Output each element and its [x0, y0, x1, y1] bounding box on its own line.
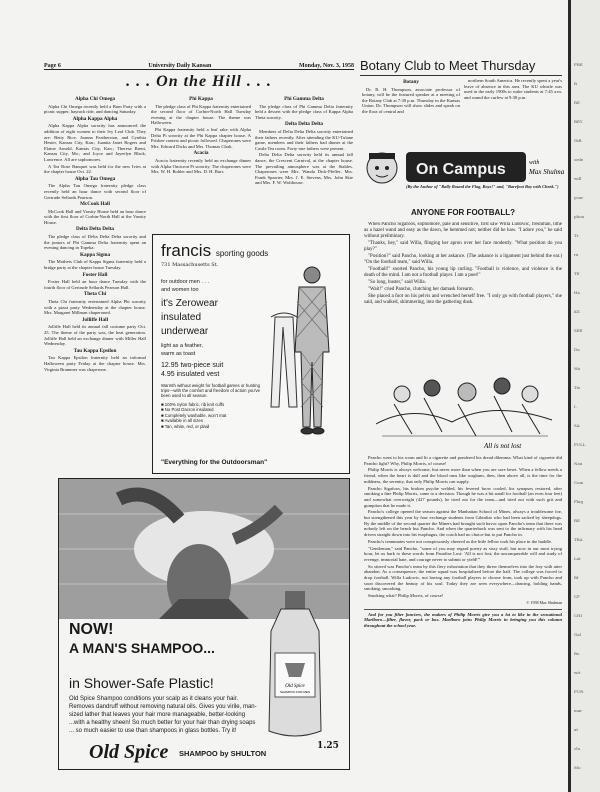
paper-name: University Daily Kansan — [148, 63, 212, 69]
edge-fragment: Tie — [574, 385, 581, 390]
bullet: ■ Tan, white, red, or plaid — [161, 423, 210, 429]
section-head: Alpha Tau Omega — [74, 175, 116, 182]
section-text: Jolliffe Hall held its annual fall costume party Oct. 25. The theme of the party was, the beat generation. Jolliffe Hall held an exchange dinner with Miller Hall Wednesday. — [44, 324, 146, 347]
bottle-sub: SHAMPOO FOR MEN — [279, 690, 311, 694]
story-paragraph: Pancho went to his room and lit a cigarette and pondered his dread dilemma. What kind of cigarette did Pancho light? Why, Philip Morris, of course! — [364, 455, 562, 466]
on-campus-art — [364, 148, 564, 198]
edge-fragment: ru — [574, 252, 579, 257]
francis-sub: sporting goods — [215, 249, 269, 258]
edge-fragment: at — [574, 727, 578, 732]
section-head: Phi Kappa — [189, 96, 213, 102]
bullet: ■ Completely washable, won't mat — [161, 412, 227, 418]
edge-fragment: Bo — [574, 651, 580, 656]
edge-fragment: clu — [574, 746, 581, 751]
edge-fragment: Lat — [574, 556, 581, 561]
botany-text: Dr. R. H. Thompson, associate professor of botany, will be the featured speaker at a meeting of the Botany Club at 7:30 p.m. Thursday in the Kansas Union. Dr. Thompson will show slides and speak on the flora of central and — [362, 86, 460, 114]
edge-fragment: Gift — [574, 138, 582, 143]
old-spice-ad — [58, 478, 350, 770]
edge-fragment: Ha — [574, 290, 580, 295]
francis-line: underwear — [161, 326, 209, 337]
francis-name: francis — [161, 241, 212, 260]
issue-date: Monday, Nov. 3, 1958 — [298, 63, 354, 69]
story-paragraph: So stirred was Pancho's team by this fiery exhortation that they threw themselves into the fray with utter abandon. As a consequence, the entire squad was hospitalized before the half. The college was forced to drop football. Willa Ludowic, not having any football players to choose from, took up with Pancho and soon discovered the beauty of his soul. Today they are seen everywhere—dancing, holding hands, smoking, smooking. — [364, 563, 562, 592]
edge-fragment: Mo — [574, 765, 581, 770]
page-header — [44, 58, 354, 70]
edge-text — [571, 62, 600, 770]
edge-fragment: CHI — [574, 613, 583, 618]
section-text: McCook Hall and Varsity House held an hour dance with the first floor of Corbin-North Hall at the Varsity House. — [44, 208, 146, 225]
section-head: Acacia — [193, 150, 209, 157]
francis-desc: Warmth without weight for football games or hunting trips—with the comfort and freedom of action you've been used to all season. — [161, 383, 260, 399]
section-text: Tau Kappa Epsilon fraternity held an informal Halloween party Friday at the chapter house. Mrs. Virginia Brammer was chaperone. — [44, 355, 146, 372]
story-paragraph: "Football!" snorted Pancho, his young lip curling. "Football is violence, and violence is the death of the mind. I am not a football player. I am a poet!" — [364, 267, 562, 278]
section-head: Kappa Sigma — [79, 251, 111, 258]
page-number: Page 6 — [44, 63, 61, 69]
shulton-label: SHAMPOO by SHULTON — [179, 749, 267, 758]
edge-fragment: will — [574, 176, 582, 181]
section-text: The pledge class of Phi Kappa fraternity entertained the second floor of Corbin-North Hall Tuesday evening at the chapter house. The theme was Halloween. — [151, 103, 251, 126]
edge-fragment: FUR — [574, 689, 584, 694]
section-head: Phi Gamma Delta — [284, 96, 324, 102]
edge-fragment: I. — [574, 404, 577, 409]
story-paragraph: "So long, buster," said Willa. — [368, 280, 426, 285]
edge-fragment: RE — [574, 100, 580, 105]
edge-fragment: orde — [574, 157, 584, 162]
bullet: ■ 100% nylon fabric, rib knit cuffs — [161, 401, 225, 407]
story-part-2 — [364, 455, 562, 763]
story-tagline: And for you filter fanciers, the makers of Philip Morris give you a lot to like in the sensational Marlboro—filter, flavor, pack or box. Marlboro joins Philip Morris in bringing you this column throughout the school year. — [364, 609, 562, 629]
section-text: The pledge class of Phi Gamma Delta fraternity held a dessert with the pledge class of Kappa Alpha Theta sorority. — [255, 103, 353, 120]
edge-fragment: FRE — [574, 62, 583, 67]
section-head: Delta Delta Delta — [75, 226, 115, 233]
section-text: The Mothers Club of Kappa Sigma fraternity held a bridge party at the chapter house Tuesday. — [44, 259, 146, 271]
botany-text: northern South America. He recently spent a year's leave of absence in this area. The KU whistle was used in the early 1900s to wake students at 7:45 a.m. and sound the curfew at 9:30 p.m. — [464, 78, 562, 100]
edge-fragment: Flag — [574, 499, 583, 504]
story-paragraph: "Gentleman," said Pancho, "some of you may regard poetry as sissy stuff, but now in our most trying hour, let us hark to these words from Paradise Lost: 'All is not lost; the unconquerable will and study of revenge, immortal hate, and courage never to submit or yield!'" — [364, 545, 562, 562]
francis-line: and women too — [161, 287, 199, 293]
on-campus-with: with — [529, 160, 540, 166]
edge-fragment: Tr — [574, 233, 579, 238]
shower-safe-headline: in Shower-Safe Plastic! — [69, 675, 214, 691]
edge-fragment: CF — [574, 594, 580, 599]
shampoo-body: Old Spice Shampoo conditions your scalp as it cleans your hair. Removes dandruff without removing natural oils. Gives you virile, man-sized lather that leaves your hair more manageable, better-looking ...with a healthy sheen! So much better for your hair than drying soaps ... so much easier to use than shampoos in glass bottles. Try it! — [69, 696, 257, 734]
francis-brand — [161, 241, 268, 261]
story-copyright: © 1958 Max Shulman — [526, 599, 562, 605]
edge-fragment: Com — [574, 480, 584, 485]
francis-address: 731 Massachusetts St. — [161, 262, 219, 268]
football-cartoon — [372, 364, 556, 452]
francis-line: light as a feather, — [161, 343, 203, 349]
edge-fragment: BI — [574, 575, 579, 580]
edge-fragment: Nau — [574, 461, 583, 466]
francis-bullets — [161, 402, 261, 430]
section-head: Jolliffe Hall — [81, 316, 109, 323]
edge-fragment: Gal — [574, 632, 581, 637]
section-head: Tau Kappa Epsilon — [73, 347, 117, 354]
edge-fragment: RE — [574, 518, 580, 523]
story-paragraph: When Pancho Sigafoos, sophomore, pale and sensitive, first saw Willa Ludowic, freshman, lithe as a hazel wand and easy as the dawn, he hemmed not; neither did he haw. "I adore you," he said without preliminary. — [364, 222, 562, 239]
bullet: ■ No Post Dacron insulated — [161, 407, 214, 413]
edge-fragment: SEE — [574, 328, 583, 333]
section-text: A Tea Rose Banquet was held for the new Ivies at the chapter house Oct. 22. — [44, 163, 146, 175]
section-text: Alpha Chi Omega recently held a Barn Party with a picnic supper, hayrack ride, and dancing Saturday. — [44, 103, 146, 115]
on-campus-author: Max Shulman — [529, 168, 564, 176]
story-paragraph: "Thanks, hey," said Willa, flinging her apron over her face modestly. "What position do you play?" — [364, 241, 562, 252]
botany-column-1 — [362, 78, 460, 140]
story-paragraph: Pancho's teammates were not conspicuously cheered as the little fellow took his place in the huddle. — [368, 538, 553, 544]
bullet: ■ Available in all sizes — [161, 418, 203, 424]
botany-subhead: Botany — [403, 79, 419, 85]
on-campus-title: On Campus — [416, 161, 506, 178]
story-paragraph: Philip Morris is always welcome, but never more than when you are sore beset. When a fellow needs a friend, when the heart is dull and the blood runs like sorghum, then, then above all, is the time for the mildness, the serenity, that only Philip Morris can supply. — [364, 467, 562, 484]
section-text: Members of Delta Delta Delta sorority entertained their fathers recently. After attending the KU-Tulane game, members and their fathers had dinner at the Castle Tea room. Forty-one fathers were present. — [255, 128, 353, 151]
shampoo-price: 1.25 — [317, 741, 339, 751]
section-head: Alpha Chi Omega — [74, 96, 116, 102]
francis-ad — [152, 234, 350, 474]
edge-fragment: Wa — [574, 366, 581, 371]
edge-fragment: TRA — [574, 537, 583, 542]
francis-line: for outdoor men . . . — [161, 279, 209, 285]
mans-shampoo-headline: A MAN'S SHAMPOO... — [69, 640, 215, 656]
francis-slogan: "Everything for the Outdoorsman" — [161, 459, 268, 466]
hill-column-3 — [255, 95, 353, 231]
edge-fragment: SA — [574, 423, 580, 428]
francis-price: 4.95 insulated vest — [161, 371, 220, 378]
botany-column-2 — [464, 78, 562, 140]
story-paragraph: Pancho Sigafoos, his broken psyche welded, his fevered brow cooled, his synapses restored, after smoking a fine Philip Morris, came to a decision. Though he was a bit small for football (an even four feet) and somewhat overweight (427 pounds), he tried out for the team—and tried out with such grit and gumption that he made it. — [364, 485, 562, 508]
edge-fragment: TE — [574, 271, 580, 276]
story-paragraph: "Position?" said Pancho, looking at her askance. (The askance is a ligament just behind the ear.) "On the football team," said Willa. — [364, 254, 562, 265]
edge-fragment: FULL — [574, 442, 586, 447]
old-spice-logo: Old Spice — [89, 741, 169, 763]
francis-line: insulated — [161, 312, 202, 323]
section-text: Phi Kappa fraternity held a leaf rake with Alpha Delta Pi sorority at the Phi Kappa chapter house. A Frisbee contest and picnic followed. Chaperones were Mrs. Edward Dicks and Mrs. Thomas Clark. — [151, 126, 251, 149]
section-text: Delta Delta Delta sorority held its annual fall dance, the Crescent Carnival, at the chapter house. The prevailing atmosphere was at the Stables. Chaperones were Mrs. Wanda Dick-Pfeffer, Mrs. Frank Sparrier, Mrs. J. E. Stevens, Mrs. John Skie and Mrs. F. W. Wolthouse. — [255, 152, 353, 186]
francis-copy — [161, 275, 261, 430]
section-head: Delta Delta Delta — [284, 121, 324, 128]
cartoon-caption: All is not lost — [484, 442, 522, 450]
section-text: Theta Chi fraternity entertained Alpha Phi sorority with a pizza party Wednesday at the chapter house. Mrs. Margaret Millman chaperoned. — [44, 299, 146, 316]
section-text: Acacia fraternity recently held an exchange dinner with Alpha Omicron Pi sorority. The chaperones were Mrs. W. H. Bohler and Mrs. D. H. Burr. — [151, 157, 251, 175]
section-text: The pledge class of Delta Delta Delta sorority and the juniors of Phi Gamma Delta fraternity spent an evening dancing in Topeka. — [44, 234, 146, 251]
francis-line: it's Zerowear — [161, 298, 218, 309]
edge-fragment: R — [574, 81, 578, 86]
section-head: McCook Hall — [80, 201, 110, 208]
edge-fragment: mar — [574, 708, 583, 713]
section-text: Foster Hall held an hour dance Tuesday with the fourth floor of Gertrude Sellards Pearson Hall. — [44, 279, 146, 290]
section-text: Alpha Kappa Alpha sorority has announced the addition of eight women to their Ivy Leaf Club. They are: Betty Rice, Joanna Featherston, and Cynthia Hester, Kansas City, Kan.; Juanita Janet Rogers and Elaine Arnold, Kansas City, Kan.; Theresa Brent, Kansas City, Mo.; and Joyce and Jayeelyn Black, Lawrence. All are sophomores. — [44, 123, 146, 162]
on-campus-banner — [364, 148, 564, 198]
adjacent-page-edge — [568, 0, 600, 792]
edge-fragment: your — [574, 195, 584, 200]
story-paragraph: Pancho's college opened the season against the Manhattan School of Mines, always a troublesome foe, but strengthened this year by four exchange students from Gibraltar who had been sacked by sheepdogs. By the middle of the second quarter the Miners had brought such havoc upon Pancho's team that there was nobody left on the bench but Pancho. And when the quarterback was sent to the infirmary with his head driven straight down into his esophagus, the coach had no choice but to put Pancho in. — [364, 509, 562, 538]
hill-column-2 — [151, 95, 251, 231]
now-headline: NOW! — [69, 621, 114, 638]
section-head: Foster Hall — [82, 271, 108, 278]
bottle-label: Old Spice — [285, 684, 305, 689]
edge-fragment: wit — [574, 670, 581, 675]
shampoo-bottle-icon — [259, 591, 331, 741]
on-the-hill-heading: . . . On the Hill . . . — [126, 73, 272, 90]
story-paragraph: She placed a foot on his pelvis and wrenched herself free. "I only go with football players," she said, and walked, shimmering, into the gathering dusk. — [364, 294, 562, 305]
francis-price: 12.95 two-piece suit — [161, 362, 224, 369]
edge-fragment: KS — [574, 309, 580, 314]
hill-column-1 — [44, 95, 146, 477]
story-paragraph: "Wait!" cried Pancho, clutching her damask forearm. — [368, 287, 474, 292]
botany-headline: Botany Club to Meet Thursday — [360, 58, 562, 76]
edge-fragment: Da — [574, 347, 580, 352]
edge-fragment: phon — [574, 214, 585, 219]
section-text: The Alpha Tau Omega fraternity pledge class recently held an hour dance with second floor of Gertrude Sellards Pearson. — [44, 183, 146, 200]
on-campus-byline: (By the Author of "Rally Round the Flag, Boys!" and, "Barefoot Boy with Cheek.") — [406, 184, 559, 189]
story-part-1 — [364, 222, 562, 362]
francis-line: warm as toast — [161, 351, 196, 357]
story-headline: ANYONE FOR FOOTBALL? — [411, 208, 515, 217]
underwear-illustration — [257, 257, 347, 457]
story-paragraph: Smoking what? Philip Morris, of course! — [368, 593, 444, 599]
edge-fragment: BEY — [574, 119, 583, 124]
section-head: Theta Chi — [83, 291, 107, 298]
section-head: Alpha Kappa Alpha — [72, 115, 118, 122]
